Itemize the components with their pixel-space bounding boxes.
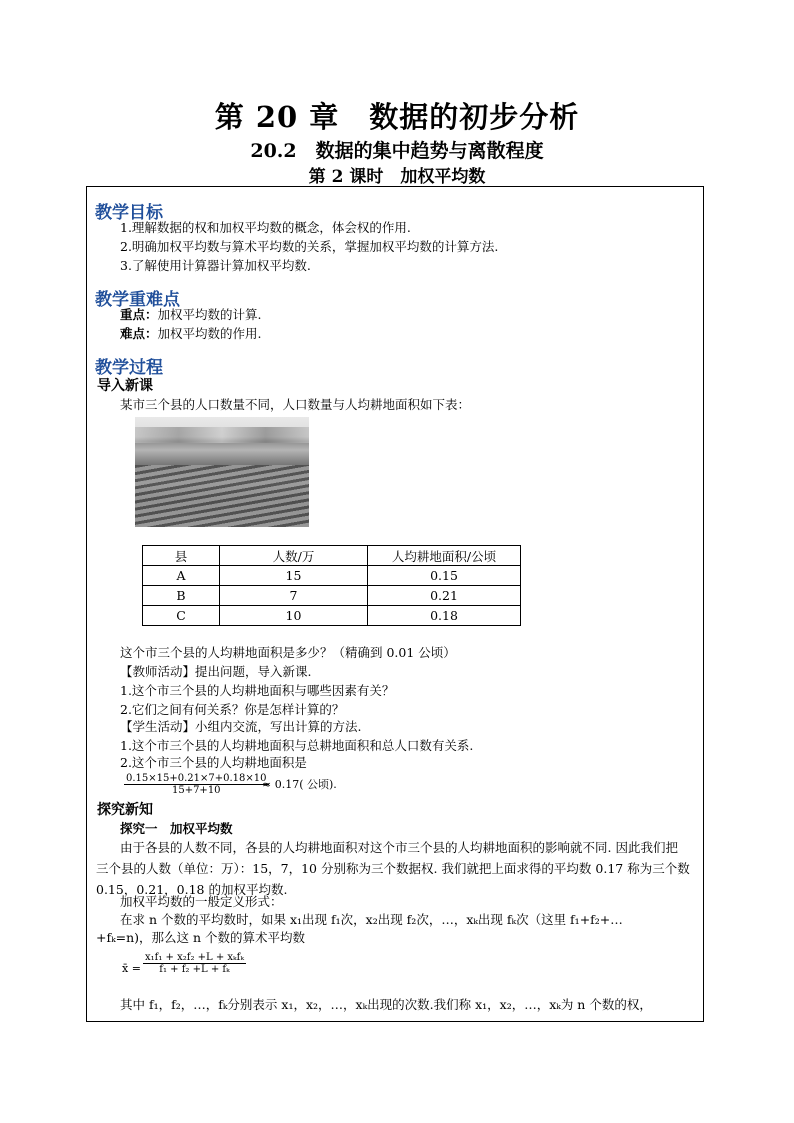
explore1-title: 探究一 加权平均数 <box>120 821 233 836</box>
definition-text-a: 在求 n 个数的平均数时，如果 x₁出现 f₁次，x₂出现 f₂次，…，xₖ出现 fₖ次（这里 f₁+f₂+… <box>120 912 623 927</box>
student-answer-1: 1.这个市三个县的人均耕地面积与总耕地面积和总人口数有关系. <box>120 738 474 753</box>
student-activity: 【学生活动】小组内交流，写出计算的方法. <box>120 719 362 734</box>
table-header-row <box>143 546 521 566</box>
table-cell: 0.21 <box>368 586 521 606</box>
process-heading: 教学过程 <box>95 358 163 378</box>
key-label: 重点： <box>120 307 158 322</box>
farmland-photo <box>135 417 309 527</box>
table-header-cell: 人均耕地面积/公顷 <box>368 546 521 566</box>
teacher-activity: 【教师活动】提出问题，导入新课. <box>120 664 312 679</box>
explore1-paragraph: 由于各县的人数不同，各县的人均耕地面积对这个市三个县的人均耕地面积的影响就不同. 因此我们把三个县的人数（单位：万）：15，7，10 分别称为三个数据权. 我们就把上面求得的平均数 0.17 称为三个数 0.15，0.21，0.18 的加权平均数. <box>96 840 690 897</box>
table-cell: A <box>143 566 220 586</box>
photo-field-rows <box>135 465 309 527</box>
mean-symbol: x̄ = <box>122 962 141 975</box>
weights-explanation: 其中 f₁，f₂，…，fₖ分别表示 x₁，x₂，…，xₖ出现的次数.我们称 x₁，x₂，…，xₖ为 n 个数的权， <box>120 997 652 1012</box>
section-title: 20.2 数据的集中趋势与离散程度 <box>250 140 544 162</box>
key-point <box>120 306 262 324</box>
difficult-point <box>120 325 262 343</box>
key-text: 加权平均数的计算. <box>157 307 262 322</box>
weighted-mean-formula <box>143 952 246 975</box>
formula-result: ≈ 0.17( 公顷). <box>262 778 337 791</box>
definition-line: 加权平均数的一般定义形式： <box>120 894 283 909</box>
table-cell: 7 <box>220 586 368 606</box>
table-header-cell: 县 <box>143 546 220 566</box>
teacher-question-2: 2.它们之间有何关系？你是怎样计算的？ <box>120 702 345 717</box>
lesson-title: 第 2 课时 加权平均数 <box>308 167 486 187</box>
weighted-numerator: x₁f₁ + x₂f₂ +L + xₖfₖ <box>145 952 245 963</box>
table-cell: C <box>143 606 220 626</box>
area-formula <box>124 773 269 796</box>
chapter-title: 第 20 章 数据的初步分析 <box>214 100 580 134</box>
table-cell: 15 <box>220 566 368 586</box>
table-row <box>143 586 521 606</box>
goal-item-1: 1.理解数据的权和加权平均数的概念，体会权的作用. <box>120 220 411 235</box>
diff-label: 难点： <box>120 326 158 341</box>
intro-text: 某市三个县的人口数量不同，人口数量与人均耕地面积如下表： <box>120 397 471 412</box>
weighted-denominator: f₁ + f₂ +L + fₖ <box>159 964 230 975</box>
explore-heading: 探究新知 <box>97 802 153 818</box>
question-line: 这个市三个县的人均耕地面积是多少？（精确到 0.01 公顷） <box>120 645 456 660</box>
county-table <box>142 545 521 626</box>
diff-text: 加权平均数的作用. <box>157 326 262 341</box>
table-cell: B <box>143 586 220 606</box>
table-row <box>143 566 521 586</box>
teacher-question-1: 1.这个市三个县的人均耕地面积与哪些因素有关？ <box>120 683 395 698</box>
student-answer-2: 2.这个市三个县的人均耕地面积是 <box>120 755 307 770</box>
table-cell: 0.18 <box>368 606 521 626</box>
table-header-cell: 人数/万 <box>220 546 368 566</box>
goal-item-3: 3.了解使用计算器计算加权平均数. <box>120 258 311 273</box>
goals-heading: 教学目标 <box>95 203 163 223</box>
photo-hills <box>135 427 309 443</box>
table-row <box>143 606 521 626</box>
intro-heading: 导入新课 <box>97 378 153 394</box>
formula-numerator: 0.15×15+0.21×7+0.18×10 <box>126 773 267 784</box>
table-cell: 0.15 <box>368 566 521 586</box>
goal-item-2: 2.明确加权平均数与算术平均数的关系，掌握加权平均数的计算方法. <box>120 239 499 254</box>
keys-heading: 教学重难点 <box>95 290 180 310</box>
formula-denominator: 15+7+10 <box>171 785 221 796</box>
definition-text-b: +fₖ=n)，那么这 n 个数的算术平均数 <box>96 930 306 945</box>
table-cell: 10 <box>220 606 368 626</box>
